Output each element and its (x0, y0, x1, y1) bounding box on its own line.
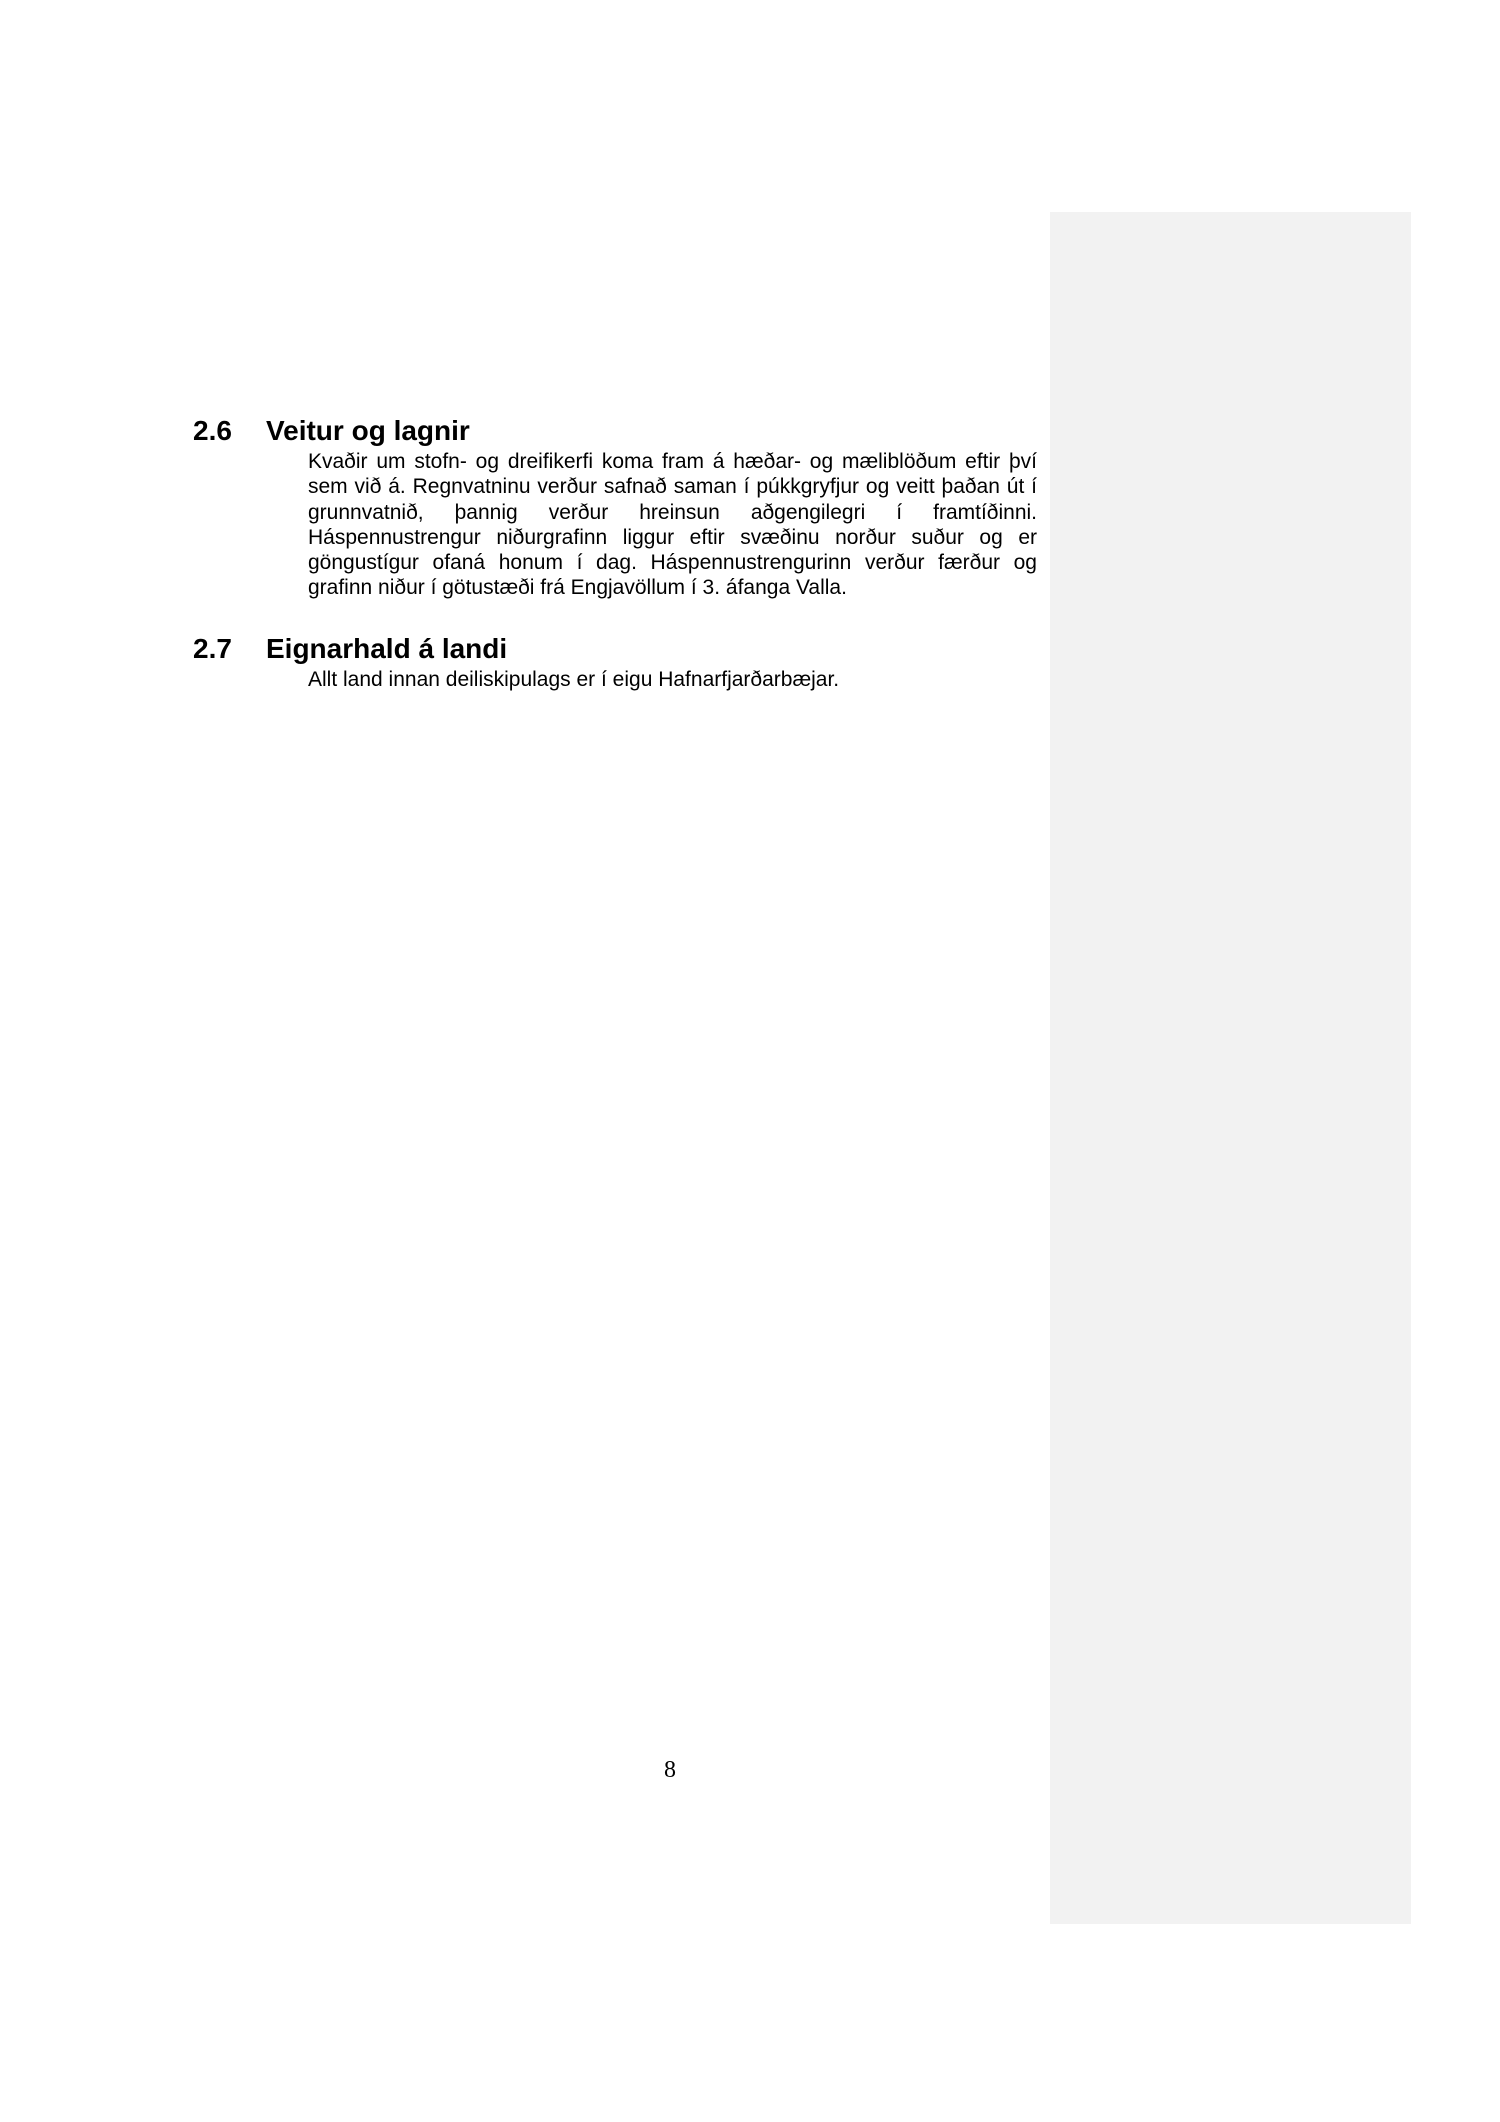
page-number: 8 (664, 1757, 676, 1783)
side-panel (1050, 212, 1411, 1924)
section-heading (193, 631, 1037, 667)
section-heading (193, 413, 1037, 449)
section-body: Kvaðir um stofn- og dreifikerfi koma fram á hæðar- og mæliblöðum eftir því sem við á. Regnvatninu verður safnað saman í púkkgryfjur og veitt þaðan út í grunnvatnið, þannig verður hreinsun aðgengilegri í framtíðinni. Háspennustrengur niðurgrafinn liggur eftir svæðinu norður suður og er göngustígur ofaná honum í dag. Háspennustrengurinn verður færður og grafinn niður í götustæði frá Engjavöllum í 3. áfanga Valla. (308, 450, 1037, 600)
section-number: 2.6 (193, 415, 232, 446)
section-veitur-og-lagnir (193, 413, 1037, 601)
section-title: Eignarhald á landi (266, 633, 508, 664)
section-body: Allt land innan deiliskipulags er í eigu Hafnarfjarðarbæjar. (308, 668, 840, 691)
section-number: 2.7 (193, 633, 232, 664)
section-title: Veitur og lagnir (266, 415, 470, 446)
section-eignarhald-a-landi (193, 631, 1037, 692)
